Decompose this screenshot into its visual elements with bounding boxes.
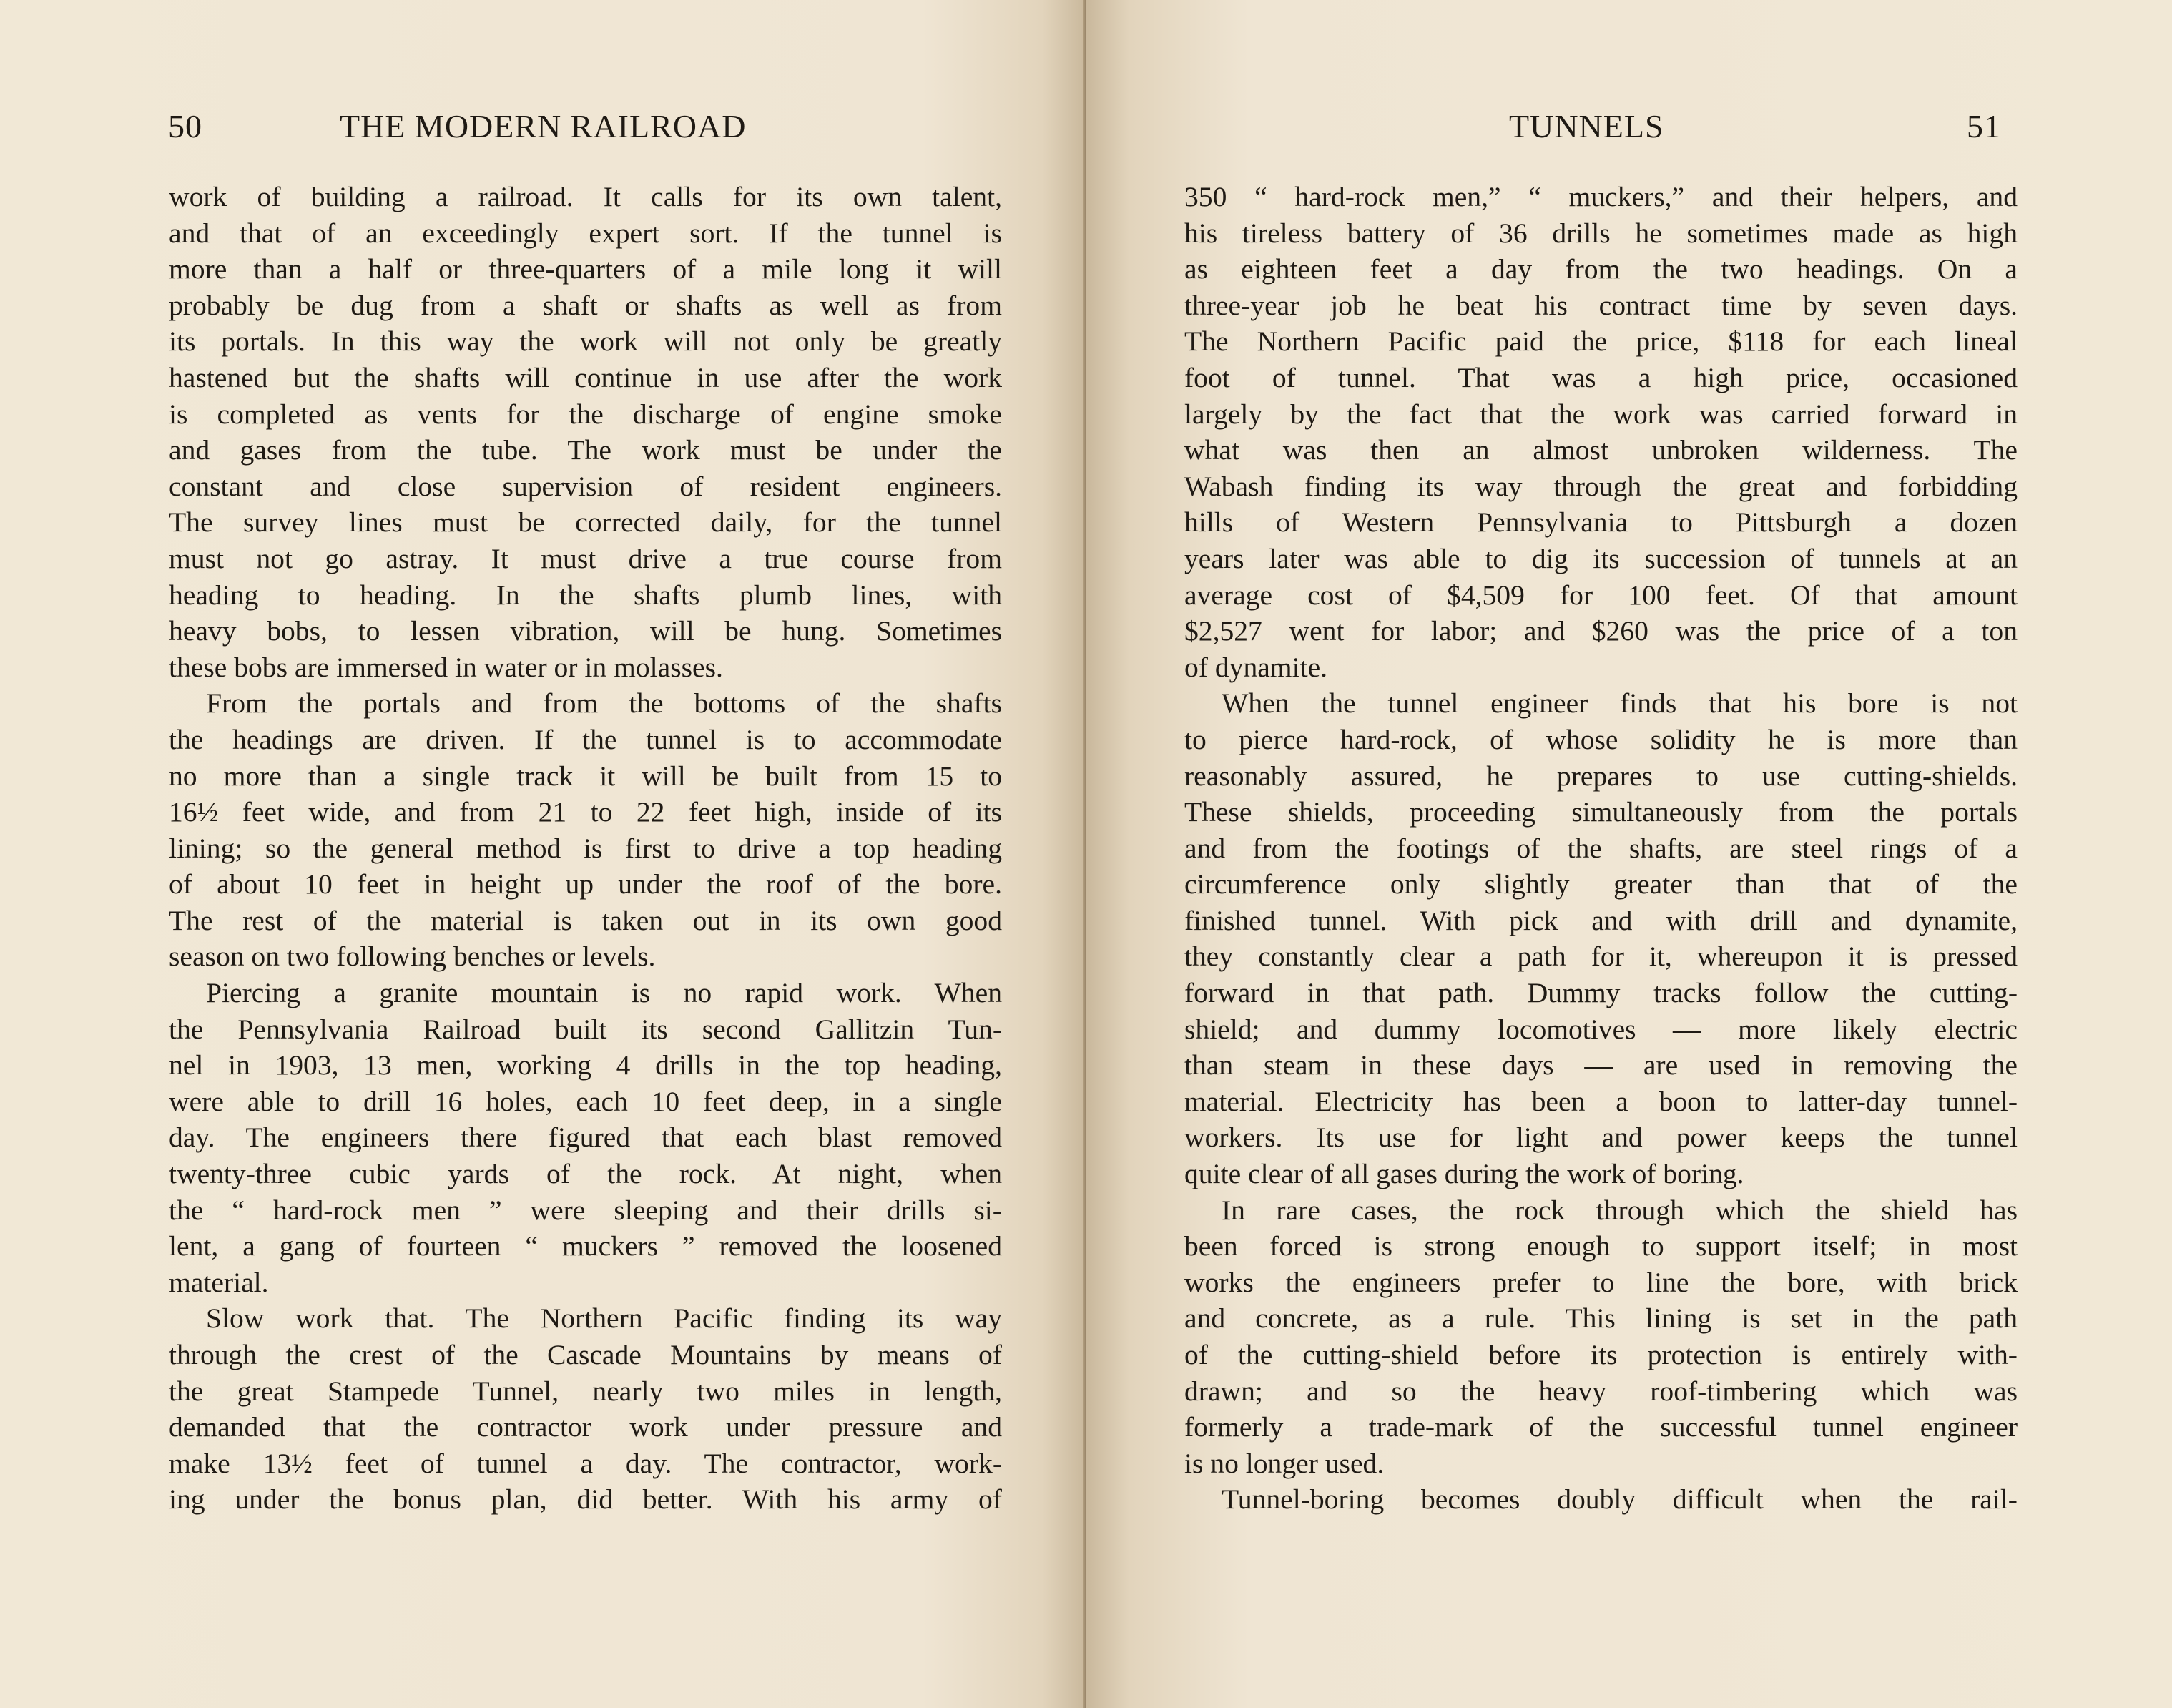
text-line: been forced is strong enough to support itself; in most — [1184, 1230, 2018, 1262]
text-line: ing under the bonus plan, did better. With his army of — [169, 1483, 1002, 1516]
text-line: of the cutting-shield before its protection is entirely with- — [1184, 1339, 2018, 1370]
text-line: more than a half or three-quarters of a mile long it will — [169, 253, 1002, 285]
running-head: TUNNELS — [1509, 108, 1664, 144]
text-line: through the crest of the Cascade Mountains by means of — [169, 1339, 1002, 1370]
page-number: 50 — [168, 108, 202, 144]
text-line: day. The engineers there figured that each blast removed — [169, 1122, 1002, 1154]
running-head: THE MODERN RAILROAD — [340, 108, 747, 144]
text-line: nel in 1903, 13 men, working 4 drills in the top heading, — [169, 1049, 1002, 1081]
text-line: were able to drill 16 holes, each 10 feet deep, in a single — [169, 1085, 1002, 1117]
text-line: than steam in these days — are used in removing the — [1184, 1049, 2018, 1081]
text-line: and concrete, as a rule. This lining is set in the path — [1184, 1302, 2018, 1335]
text-line: three-year job he beat his contract time by seven days. — [1184, 289, 2018, 321]
text-line: as eighteen feet a day from the two headings. On a — [1184, 253, 2018, 285]
text-line: From the portals and from the bottoms of the shafts — [206, 687, 1002, 720]
text-line: When the tunnel engineer finds that his bore is not — [1222, 687, 2018, 720]
text-line: must not go astray. It must drive a true course from — [169, 542, 1002, 574]
text-line: probably be dug from a shaft or shafts as well as from — [169, 289, 1002, 321]
text-line: lent, a gang of fourteen “ muckers ” removed the loosened — [169, 1230, 1002, 1262]
text-line: workers. Its use for light and power keeps the tunnel — [1184, 1122, 2018, 1154]
text-line: These shields, proceeding simultaneously from the portals — [1184, 796, 2018, 828]
text-line: $2,527 went for labor; and $260 was the price of a ton — [1184, 615, 2018, 647]
text-line: average cost of $4,509 for 100 feet. Of that amount — [1184, 579, 2018, 611]
text-line: Wabash finding its way through the great and forbidding — [1184, 470, 2018, 502]
text-line: heavy bobs, to lessen vibration, will be hung. Sometimes — [169, 615, 1002, 647]
text-line: and that of an exceedingly expert sort. If the tunnel is — [169, 217, 1002, 249]
text-line: 350 “ hard-rock men,” “ muckers,” and their helpers, and — [1184, 181, 2018, 212]
text-line: work of building a railroad. It calls for its own talent, — [169, 181, 1002, 212]
page-body — [1184, 179, 2018, 1518]
text-line: The Northern Pacific paid the price, $118 for each lineal — [1184, 325, 2018, 358]
text-line: finished tunnel. With pick and with drill and dynamite, — [1184, 904, 2018, 936]
page-body — [169, 179, 1002, 1518]
text-line: hills of Western Pennsylvania to Pittsburgh a dozen — [1184, 506, 2018, 539]
text-line: works the engineers prefer to line the bore, with brick — [1184, 1266, 2018, 1298]
text-line: its portals. In this way the work will not only be greatly — [169, 325, 1002, 358]
text-line: Piercing a granite mountain is no rapid work. When — [206, 977, 1002, 1009]
text-line: hastened but the shafts will continue in use after the work — [169, 361, 1002, 393]
text-line: is no longer used. — [1184, 1447, 1385, 1479]
text-line: largely by the fact that the work was carried forward in — [1184, 398, 2018, 430]
text-line: forward in that path. Dummy tracks follow the cutting- — [1184, 977, 2018, 1009]
text-line: the headings are driven. If the tunnel is to accommodate — [169, 723, 1002, 755]
text-line: circumference only slightly greater than that of the — [1184, 868, 2018, 900]
text-line: material. Electricity has been a boon to latter-day tunnel- — [1184, 1085, 2018, 1117]
text-line: In rare cases, the rock through which the shield has — [1222, 1194, 2018, 1226]
text-line: The rest of the material is taken out in its own good — [169, 904, 1002, 936]
text-line: they constantly clear a path for it, whereupon it is pressed — [1184, 941, 2018, 973]
text-line: shield; and dummy locomotives — more likely electric — [1184, 1013, 2018, 1045]
text-line: reasonably assured, he prepares to use cutting-shields. — [1184, 760, 2018, 792]
right-page — [1086, 0, 2172, 1708]
text-line: The survey lines must be corrected daily, for the tunnel — [169, 506, 1002, 539]
text-line: Slow work that. The Northern Pacific finding its way — [206, 1302, 1002, 1335]
text-line: years later was able to dig its succession of tunnels at an — [1184, 542, 2018, 574]
text-line: lining; so the general method is first to drive a top heading — [169, 832, 1002, 864]
page-number: 51 — [1967, 108, 2001, 144]
text-line: formerly a trade-mark of the successful tunnel engineer — [1184, 1411, 2018, 1443]
text-line: the “ hard-rock men ” were sleeping and their drills si- — [169, 1194, 1002, 1226]
text-line: to pierce hard-rock, of whose solidity he is more than — [1184, 723, 2018, 755]
text-line: drawn; and so the heavy roof-timbering which was — [1184, 1375, 2018, 1407]
text-line: constant and close supervision of resident engineers. — [169, 470, 1002, 502]
text-line: the great Stampede Tunnel, nearly two miles in length, — [169, 1375, 1002, 1407]
text-line: the Pennsylvania Railroad built its second Gallitzin Tun- — [169, 1013, 1002, 1045]
text-line: Tunnel-boring becomes doubly difficult when the rail- — [1222, 1483, 2018, 1516]
text-line: what was then an almost unbroken wilderness. The — [1184, 434, 2018, 466]
text-line: of about 10 feet in height up under the roof of the bore. — [169, 868, 1002, 900]
text-line: foot of tunnel. That was a high price, occasioned — [1184, 361, 2018, 393]
text-line: demanded that the contractor work under pressure and — [169, 1411, 1002, 1443]
text-line: season on two following benches or levels. — [169, 941, 656, 973]
text-line: is completed as vents for the discharge of engine smoke — [169, 398, 1002, 430]
text-line: make 13½ feet of tunnel a day. The contractor, work- — [169, 1447, 1002, 1479]
text-line: these bobs are immersed in water or in molasses. — [169, 651, 723, 683]
text-line: of dynamite. — [1184, 651, 1328, 683]
text-line: no more than a single track it will be built from 15 to — [169, 760, 1002, 792]
text-line: and from the footings of the shafts, are steel rings of a — [1184, 832, 2018, 864]
text-line: heading to heading. In the shafts plumb lines, with — [169, 579, 1002, 611]
text-line: quite clear of all gases during the work of boring. — [1184, 1158, 1744, 1190]
text-line: twenty-three cubic yards of the rock. At night, when — [169, 1158, 1002, 1190]
text-line: his tireless battery of 36 drills he sometimes made as high — [1184, 217, 2018, 249]
text-line: and gases from the tube. The work must be under the — [169, 434, 1002, 466]
text-line: 16½ feet wide, and from 21 to 22 feet high, inside of its — [169, 796, 1002, 828]
text-line: material. — [169, 1266, 269, 1298]
